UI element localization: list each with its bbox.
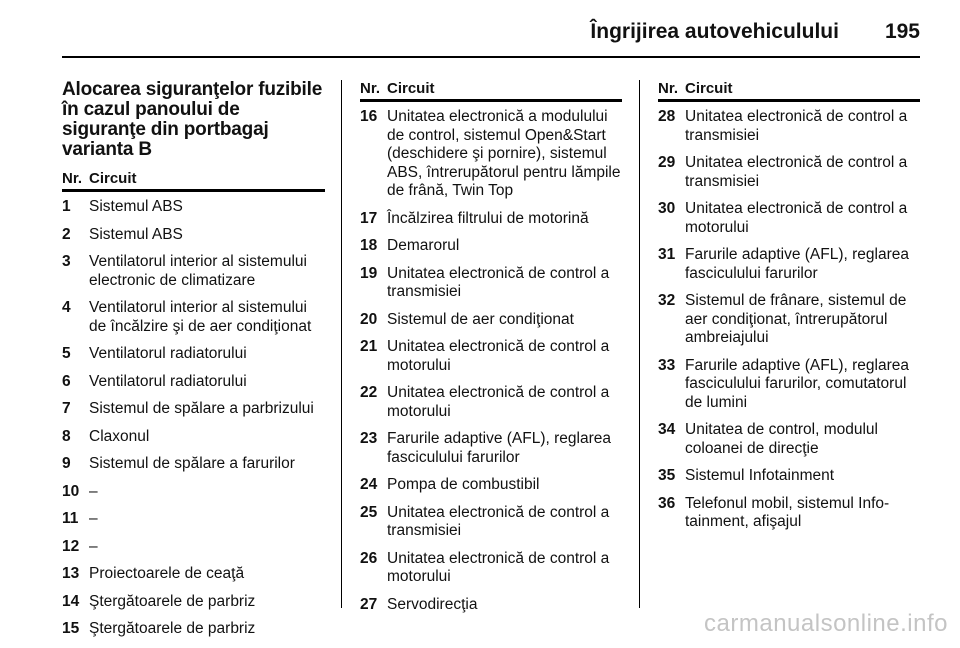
column-divider [341,80,342,608]
page-title: Îngrijirea autovehiculului [590,20,839,43]
fuse-circuit: Unitatea electronică de control a motorului [387,384,610,420]
fuse-number: 33 [658,356,676,374]
fuse-number: 11 [62,510,79,527]
table-row [62,455,325,483]
fuse-circuit: Sistemul Infotainment [685,467,835,484]
fuse-number: 14 [62,592,80,610]
table-row [62,538,325,566]
fuse-number: 12 [62,537,80,555]
table-row [62,565,325,593]
table-row [360,476,622,504]
fuse-number: 18 [360,237,378,254]
table-row [658,421,920,467]
table-row [658,154,920,200]
header-nr: Nr. [658,80,679,97]
fuse-circuit: Sistemul de aer condiţionat [387,310,574,328]
fuse-circuit: Farurile adaptive (AFL), reglarea fasciculului farurilor [387,430,611,466]
table-row [658,246,920,292]
table-row [360,237,622,265]
fuse-circuit: Ştergătoarele de parbriz [89,620,256,637]
page-header [62,8,920,58]
table-row [62,198,325,226]
table-row [62,253,325,299]
fuse-circuit: Unitatea electronică de control a motorului [685,200,908,236]
table-row [62,428,325,456]
column-divider [639,80,640,608]
table-row [658,357,920,422]
fuse-number: 26 [360,549,378,567]
fuse-circuit: Sistemul ABS [89,225,183,243]
table-row [62,400,325,428]
fuse-circuit: Unitatea electronică de control a transmisiei [685,108,908,144]
fuse-circuit: Sistemul de spălare a farurilor [89,455,295,472]
column-3 [658,80,920,541]
fuse-circuit: Telefonul mobil, sistemul Info-tainment, afişajul [685,494,890,530]
table-row [658,467,920,495]
fuse-circuit: Servodirecţia [387,595,478,613]
table-row [62,593,325,621]
fuse-circuit: Unitatea electronică de control a transmisiei [685,154,908,190]
fuse-number: 36 [658,494,676,512]
table-header [62,170,325,192]
header-circuit: Circuit [387,80,435,97]
fuse-number: 19 [360,264,378,282]
fuse-number: 15 [62,620,80,637]
table-row [62,226,325,254]
fuse-number: 16 [360,108,378,125]
fuse-number: 20 [360,310,378,328]
fuse-circuit: Încălzirea filtrului de motorină [387,209,589,227]
watermark: carmanualsonline.info [704,610,948,637]
fuse-number: 27 [360,595,378,613]
fuse-circuit: Farurile adaptive (AFL), reglarea fasciculului farurilor, comutatorul de lumini [685,356,909,411]
header-nr: Nr. [360,80,381,97]
fuse-number: 23 [360,430,378,447]
section-title: Alocarea siguranţelor fuzibile în cazul panoului de siguranţe din portbagaj varianta B [62,79,323,160]
fuse-circuit: Farurile adaptive (AFL), reglarea fasciculului farurilor [685,246,909,282]
table-row [360,210,622,238]
table-row [360,338,622,384]
table-row [658,200,920,246]
fuse-circuit: – [89,537,98,555]
table-row [658,495,920,541]
fuse-number: 13 [62,565,80,582]
fuse-circuit: Unitatea electronică a modulului de control, sistemul Open&Start (deschidere şi pornire), sistemul ABS, întrerupătorul pentru lămpile de frână, Twin Top [387,108,621,199]
table-header [360,80,622,102]
fuse-number: 6 [62,372,71,390]
fuse-number: 25 [360,503,378,521]
fuse-circuit: Claxonul [89,427,150,445]
fuse-circuit: – [89,482,98,500]
fuse-circuit: Sistemul de spălare a parbrizului [89,400,314,417]
fuse-number: 34 [658,421,676,438]
fuse-circuit: Demarorul [387,237,460,254]
fuse-circuit: Pompa de combustibil [387,476,540,493]
fuse-circuit: Unitatea electronică de control a transmisiei [387,264,610,300]
table-row [62,483,325,511]
fuse-number: 17 [360,209,378,227]
table-row [62,620,325,648]
fuse-number: 22 [360,384,378,401]
table-row [360,504,622,550]
fuse-number: 21 [360,338,378,355]
fuse-circuit: – [89,510,98,527]
fuse-number: 8 [62,427,71,445]
fuse-number: 29 [658,154,676,171]
fuse-number: 3 [62,253,71,270]
table-row [360,596,622,624]
column-2 [360,80,622,623]
table-row [62,373,325,401]
fuse-number: 1 [62,198,71,215]
fuse-table-1 [62,198,325,648]
fuse-circuit: Ventilatorul interior al sistemului electronic de climatizare [89,253,307,289]
fuse-number: 9 [62,455,71,472]
table-row [62,299,325,345]
table-row [360,384,622,430]
table-row [658,108,920,154]
table-row [62,510,325,538]
table-row [360,550,622,596]
fuse-number: 24 [360,476,378,493]
column-1 [62,80,325,648]
table-row [360,108,622,210]
fuse-number: 5 [62,345,71,362]
fuse-circuit: Sistemul de frânare, sistemul de aer condiţionat, întrerupătorul ambreiajului [685,292,907,346]
fuse-number: 2 [62,225,71,243]
fuse-circuit: Ştergătoarele de parbriz [89,592,256,610]
fuse-number: 4 [62,299,71,316]
fuse-circuit: Ventilatorul radiatorului [89,372,247,390]
header-nr: Nr. [62,170,83,187]
fuse-circuit: Sistemul ABS [89,198,183,215]
fuse-number: 31 [658,246,676,263]
fuse-number: 35 [658,467,676,484]
fuse-circuit: Unitatea electronică de control a motorului [387,549,610,585]
table-row [658,292,920,357]
page-number: 195 [884,20,920,43]
fuse-number: 7 [62,400,71,417]
fuse-number: 10 [62,482,80,500]
table-header [658,80,920,102]
fuse-number: 28 [658,108,676,125]
fuse-circuit: Proiectoarele de ceaţă [89,565,245,582]
table-row [360,430,622,476]
header-circuit: Circuit [89,170,137,187]
fuse-circuit: Ventilatorul interior al sistemului de încălzire şi de aer condiţionat [89,299,312,335]
fuse-circuit: Unitatea electronică de control a transmisiei [387,503,610,539]
fuse-number: 32 [658,292,676,309]
table-row [360,311,622,339]
table-row [62,345,325,373]
fuse-circuit: Ventilatorul radiatorului [89,345,247,362]
table-row [360,265,622,311]
header-circuit: Circuit [685,80,733,97]
fuse-number: 30 [658,200,676,217]
fuse-table-2 [360,108,622,623]
fuse-circuit: Unitatea de control, modulul coloanei de direcţie [685,421,879,457]
fuse-circuit: Unitatea electronică de control a motorului [387,338,610,374]
fuse-table-3 [658,108,920,541]
